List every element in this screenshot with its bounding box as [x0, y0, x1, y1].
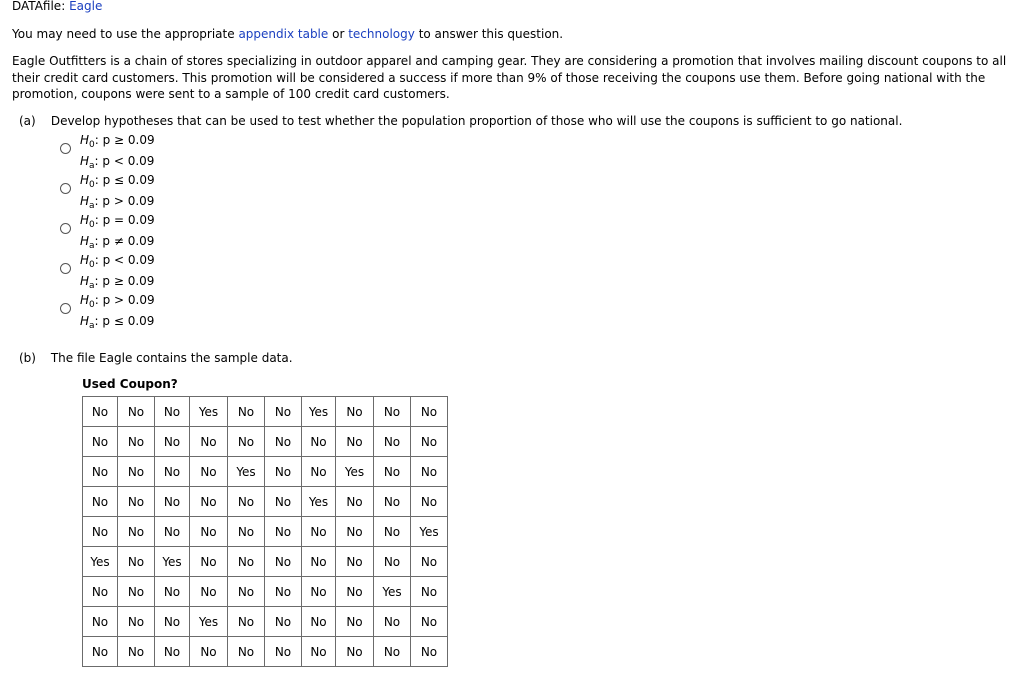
table-cell: No — [411, 547, 448, 577]
ha-text: : p ≥ 0.09 — [94, 274, 155, 288]
table-cell: No — [228, 427, 265, 457]
table-cell: Yes — [190, 607, 228, 637]
table-cell: No — [374, 457, 411, 487]
table-cell: No — [118, 577, 155, 607]
table-title: Used Coupon? — [82, 377, 178, 391]
table-cell: Yes — [83, 547, 118, 577]
table-cell: No — [190, 547, 228, 577]
h0-text: : p = 0.09 — [94, 213, 155, 227]
hypothesis-text: $H_0$: p ≥ 0.09 $H_a$: p < 0.09 — [80, 133, 155, 171]
ha-text: : p ≠ 0.09 — [94, 234, 155, 248]
intro-line — [12, 27, 563, 41]
table-cell: No — [155, 577, 190, 607]
table-cell: No — [83, 607, 118, 637]
table-cell: No — [265, 397, 302, 427]
appendix-table-link[interactable]: appendix table — [238, 27, 329, 41]
table-cell: Yes — [190, 397, 228, 427]
table-cell: No — [302, 577, 336, 607]
table-cell: No — [118, 397, 155, 427]
radio-button[interactable] — [60, 183, 71, 194]
h0-text: : p ≥ 0.09 — [94, 133, 155, 147]
table-cell: No — [411, 607, 448, 637]
part-a-label: (a) — [19, 114, 36, 128]
table-cell: No — [118, 457, 155, 487]
table-cell: No — [411, 577, 448, 607]
table-cell: No — [155, 637, 190, 667]
intro-prefix: You may need to use the appropriate — [12, 27, 235, 41]
part-a-text: Develop hypotheses that can be used to test whether the population proportion of those who will use the coupons is sufficient to go national. — [50, 114, 903, 128]
table-cell: Yes — [228, 457, 265, 487]
table-row — [83, 547, 448, 577]
datafile-line — [12, 0, 102, 13]
table-cell: No — [155, 457, 190, 487]
h0-text: : p ≤ 0.09 — [94, 173, 155, 187]
table-cell: No — [155, 517, 190, 547]
table-cell: No — [118, 427, 155, 457]
table-cell: No — [411, 457, 448, 487]
table-cell: No — [118, 607, 155, 637]
table-cell: No — [118, 547, 155, 577]
table-row — [83, 487, 448, 517]
coupon-data-table — [82, 396, 448, 667]
ha-text: : p > 0.09 — [94, 194, 155, 208]
table-cell: No — [302, 607, 336, 637]
table-cell: No — [302, 427, 336, 457]
table-cell: Yes — [302, 487, 336, 517]
table-cell: No — [411, 397, 448, 427]
table-cell: No — [83, 457, 118, 487]
hypothesis-text: $H_0$: p = 0.09 $H_a$: p ≠ 0.09 — [80, 213, 155, 251]
datafile-label: DATAfile: — [12, 0, 66, 13]
table-row — [83, 577, 448, 607]
table-cell: No — [336, 547, 374, 577]
table-cell: No — [265, 457, 302, 487]
table-cell: No — [265, 637, 302, 667]
technology-link[interactable]: technology — [348, 27, 415, 41]
hypothesis-text: $H_0$: p > 0.09 $H_a$: p ≤ 0.09 — [80, 293, 155, 331]
table-row — [83, 397, 448, 427]
scenario-text: Eagle Outfitters is a chain of stores specializing in outdoor apparel and camping gear. They are considering a promotion that involves mailing discount coupons to all their credit card customers. This promotion will be considered a success if more than 9% of those receiving the coupons use them. Before going national with the promotion, coupons were sent to a sample of 100 credit card customers. — [12, 54, 1007, 101]
table-cell: No — [336, 607, 374, 637]
part-b-label: (b) — [19, 351, 36, 365]
table-cell: Yes — [411, 517, 448, 547]
ha-text: : p < 0.09 — [94, 154, 155, 168]
table-cell: No — [374, 637, 411, 667]
table-cell: No — [83, 517, 118, 547]
part-b-question — [19, 351, 293, 365]
h0-text: : p < 0.09 — [94, 253, 155, 267]
intro-or: or — [332, 27, 345, 41]
table-cell: No — [190, 427, 228, 457]
radio-button[interactable] — [60, 303, 71, 314]
table-cell: No — [336, 637, 374, 667]
table-cell: No — [302, 547, 336, 577]
table-cell: No — [83, 397, 118, 427]
table-cell: Yes — [374, 577, 411, 607]
table-cell: No — [411, 487, 448, 517]
table-cell: No — [83, 637, 118, 667]
table-cell: Yes — [155, 547, 190, 577]
table-cell: No — [411, 427, 448, 457]
table-cell: No — [190, 517, 228, 547]
table-cell: No — [374, 397, 411, 427]
part-b-text: The file Eagle contains the sample data. — [50, 351, 293, 365]
table-cell: No — [228, 487, 265, 517]
table-cell: No — [374, 427, 411, 457]
table-cell: No — [265, 547, 302, 577]
table-cell: No — [155, 427, 190, 457]
table-cell: No — [374, 517, 411, 547]
table-cell: No — [118, 517, 155, 547]
table-row — [83, 607, 448, 637]
table-cell: No — [228, 517, 265, 547]
table-row — [83, 457, 448, 487]
table-cell: No — [228, 607, 265, 637]
table-cell: No — [411, 637, 448, 667]
intro-suffix: to answer this question. — [418, 27, 564, 41]
table-cell: No — [155, 397, 190, 427]
part-a-question — [19, 114, 902, 128]
table-cell: No — [374, 487, 411, 517]
table-cell: No — [302, 517, 336, 547]
table-cell: Yes — [336, 457, 374, 487]
table-cell: No — [118, 487, 155, 517]
table-row — [83, 517, 448, 547]
table-cell: No — [190, 577, 228, 607]
table-cell: No — [228, 577, 265, 607]
table-row — [83, 427, 448, 457]
radio-button[interactable] — [60, 143, 71, 154]
datafile-link[interactable]: Eagle — [69, 0, 103, 13]
hypothesis-text: $H_0$: p < 0.09 $H_a$: p ≥ 0.09 — [80, 253, 155, 291]
table-cell: No — [265, 427, 302, 457]
ha-text: : p ≤ 0.09 — [94, 314, 155, 328]
table-cell: No — [336, 427, 374, 457]
table-cell: No — [155, 487, 190, 517]
table-cell: No — [336, 577, 374, 607]
table-cell: No — [265, 487, 302, 517]
table-cell: No — [336, 397, 374, 427]
table-cell: No — [190, 487, 228, 517]
radio-button[interactable] — [60, 263, 71, 274]
table-row — [83, 637, 448, 667]
table-cell: No — [302, 637, 336, 667]
table-cell: No — [228, 397, 265, 427]
table-cell: No — [336, 487, 374, 517]
table-cell: No — [83, 487, 118, 517]
hypothesis-text: $H_0$: p ≤ 0.09 $H_a$: p > 0.09 — [80, 173, 155, 211]
h0-text: : p > 0.09 — [94, 293, 155, 307]
table-cell: No — [83, 577, 118, 607]
table-cell: No — [228, 547, 265, 577]
table-cell: No — [228, 637, 265, 667]
radio-button[interactable] — [60, 223, 71, 234]
table-cell: Yes — [302, 397, 336, 427]
table-cell: No — [374, 547, 411, 577]
table-cell: No — [374, 607, 411, 637]
table-cell: No — [265, 607, 302, 637]
table-cell: No — [336, 517, 374, 547]
table-cell: No — [190, 637, 228, 667]
table-cell: No — [83, 427, 118, 457]
table-cell: No — [155, 607, 190, 637]
table-cell: No — [265, 577, 302, 607]
table-cell: No — [118, 637, 155, 667]
table-cell: No — [190, 457, 228, 487]
table-cell: No — [302, 457, 336, 487]
table-cell: No — [265, 517, 302, 547]
